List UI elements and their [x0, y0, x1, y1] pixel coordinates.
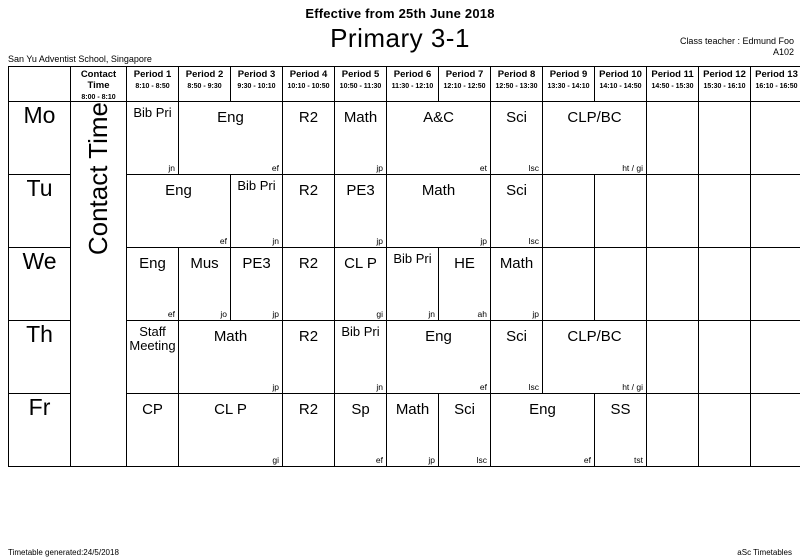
lesson-teacher: ah — [477, 309, 487, 319]
lesson-subject: CLP/BC — [567, 328, 622, 345]
lesson-subject: CL P — [344, 255, 377, 272]
lesson-teacher: jp — [480, 236, 487, 246]
lesson-cell[interactable] — [491, 102, 543, 175]
lesson-cell[interactable] — [491, 248, 543, 321]
class-teacher-block — [680, 36, 794, 59]
lesson-cell[interactable] — [283, 321, 335, 394]
lesson-cell[interactable] — [335, 321, 387, 394]
lesson-cell[interactable] — [283, 175, 335, 248]
column-time: 11:30 - 12:10 — [391, 83, 434, 90]
lesson-subject: Math — [421, 182, 456, 199]
contact-time-label: Contact Time — [83, 102, 113, 256]
lesson-subject: Sci — [454, 401, 475, 418]
day-label-th: Th — [9, 321, 71, 394]
lesson-cell[interactable] — [335, 175, 387, 248]
column-time: 8:50 - 9:30 — [187, 83, 222, 90]
day-label-mo: Mo — [9, 102, 71, 175]
contact-time-cell — [71, 102, 127, 467]
empty-slot — [543, 175, 595, 248]
lesson-teacher: et — [479, 163, 487, 173]
empty-slot — [647, 248, 699, 321]
lesson-cell[interactable] — [439, 394, 491, 467]
lesson-teacher: lsc — [528, 163, 539, 173]
effective-date: Effective from 25th June 2018 — [305, 6, 495, 21]
footer — [8, 548, 792, 557]
column-time: 15:30 - 16:10 — [703, 83, 746, 90]
class-teacher-label: Class teacher : Edmund Foo — [679, 36, 794, 46]
lesson-subject: PE3 — [242, 255, 271, 272]
column-name: Period 12 — [703, 69, 746, 80]
lesson-subject: R2 — [298, 255, 319, 272]
lesson-subject: Eng — [165, 182, 192, 199]
column-header-period-7 — [439, 67, 491, 102]
lesson-cell[interactable] — [179, 102, 283, 175]
column-name: Period 11 — [651, 69, 694, 80]
header-row — [9, 67, 800, 102]
empty-slot — [699, 321, 751, 394]
lesson-subject: Eng — [217, 109, 244, 126]
lesson-teacher: jn — [428, 309, 435, 319]
empty-slot — [647, 102, 699, 175]
lesson-cell[interactable] — [127, 175, 231, 248]
timetable-row — [9, 248, 800, 321]
empty-slot — [647, 394, 699, 467]
column-header-period-10 — [595, 67, 647, 102]
column-header-period-11 — [647, 67, 699, 102]
lesson-cell[interactable] — [283, 394, 335, 467]
column-header-period-1 — [127, 67, 179, 102]
day-label-fr: Fr — [9, 394, 71, 467]
day-label-we: We — [9, 248, 71, 321]
column-time: 8:00 - 8:10 — [81, 94, 116, 101]
lesson-subject: Math — [343, 109, 378, 126]
lesson-teacher: gi — [272, 455, 279, 465]
lesson-cell[interactable] — [491, 175, 543, 248]
timetable-row — [9, 394, 800, 467]
column-time: 10:10 - 10:50 — [287, 83, 330, 90]
column-name: Contact Time — [80, 69, 117, 91]
timetable-row — [9, 175, 800, 248]
empty-slot — [751, 248, 800, 321]
column-header-period-4 — [283, 67, 335, 102]
lesson-teacher: lsc — [476, 455, 487, 465]
column-name: Period 7 — [445, 69, 484, 80]
lesson-teacher: gi — [376, 309, 383, 319]
lesson-cell[interactable] — [283, 102, 335, 175]
empty-slot — [647, 175, 699, 248]
lesson-cell[interactable] — [387, 102, 491, 175]
lesson-teacher: jn — [168, 163, 175, 173]
column-header-contact-time — [71, 67, 127, 102]
empty-slot — [699, 394, 751, 467]
empty-slot — [595, 175, 647, 248]
lesson-cell[interactable] — [387, 394, 439, 467]
lesson-teacher: jp — [376, 236, 383, 246]
generated-label: Timetable generated:24/5/2018 — [8, 548, 119, 557]
empty-slot — [751, 175, 800, 248]
column-header-period-2 — [179, 67, 231, 102]
lesson-subject: CL P — [214, 401, 247, 418]
column-header-period-6 — [387, 67, 439, 102]
lesson-teacher: jn — [376, 382, 383, 392]
timetable-row — [9, 321, 800, 394]
column-name: Period 9 — [549, 69, 588, 80]
lesson-subject: Bib Pri — [237, 178, 276, 193]
lesson-subject: Sp — [351, 401, 370, 418]
lesson-subject: R2 — [298, 182, 319, 199]
lesson-cell[interactable] — [179, 248, 231, 321]
lesson-subject: Sci — [506, 109, 527, 126]
lesson-teacher: ef — [583, 455, 591, 465]
column-name: Period 10 — [599, 69, 642, 80]
column-name: Period 8 — [497, 69, 536, 80]
lesson-subject: CP — [142, 401, 163, 418]
column-time: 16:10 - 16:50 — [755, 83, 798, 90]
empty-slot — [751, 394, 800, 467]
lesson-cell[interactable] — [231, 175, 283, 248]
column-name: Period 4 — [289, 69, 328, 80]
lesson-cell[interactable] — [127, 248, 179, 321]
lesson-cell[interactable] — [387, 175, 491, 248]
lesson-cell[interactable] — [335, 394, 387, 467]
timetable-grid — [8, 66, 800, 467]
lesson-subject: Mus — [190, 255, 219, 272]
column-name: Period 1 — [133, 69, 172, 80]
column-name: Period 5 — [341, 69, 380, 80]
empty-slot — [751, 321, 800, 394]
timetable-row — [9, 102, 800, 175]
lesson-teacher: ef — [271, 163, 279, 173]
lesson-cell[interactable] — [387, 321, 491, 394]
column-time: 14:10 - 14:50 — [599, 83, 642, 90]
column-header-period-3 — [231, 67, 283, 102]
column-time: 10:50 - 11:30 — [339, 83, 382, 90]
empty-slot — [699, 102, 751, 175]
lesson-subject: Math — [213, 328, 248, 345]
lesson-subject: Math — [499, 255, 534, 272]
empty-slot — [751, 102, 800, 175]
lesson-teacher: jp — [272, 309, 279, 319]
lesson-cell[interactable] — [179, 321, 283, 394]
column-time: 14:50 - 15:30 — [651, 83, 694, 90]
lesson-cell[interactable] — [179, 394, 283, 467]
lesson-subject: Bib Pri — [341, 324, 380, 339]
lesson-subject: SS — [610, 401, 631, 418]
column-name: Period 13 — [755, 69, 798, 80]
column-time: 8:10 - 8:50 — [135, 83, 170, 90]
lesson-cell[interactable] — [543, 321, 647, 394]
lesson-cell[interactable] — [491, 321, 543, 394]
empty-slot — [699, 248, 751, 321]
lesson-subject: Sci — [506, 328, 527, 345]
lesson-subject: CLP/BC — [567, 109, 622, 126]
column-time: 13:30 - 14:10 — [547, 83, 590, 90]
lesson-teacher: jp — [428, 455, 435, 465]
lesson-subject: Eng — [529, 401, 556, 418]
school-name: San Yu Adventist School, Singapore — [8, 54, 152, 64]
lesson-subject: R2 — [298, 328, 319, 345]
empty-slot — [595, 248, 647, 321]
lesson-cell[interactable] — [127, 394, 179, 467]
column-time: 9:30 - 10:10 — [237, 83, 276, 90]
lesson-teacher: jp — [272, 382, 279, 392]
lesson-cell[interactable] — [283, 248, 335, 321]
lesson-subject: HE — [454, 255, 475, 272]
column-time: 12:10 - 12:50 — [443, 83, 486, 90]
lesson-teacher: lsc — [528, 236, 539, 246]
column-header-period-9 — [543, 67, 595, 102]
day-label-tu: Tu — [9, 175, 71, 248]
lesson-teacher: jp — [376, 163, 383, 173]
lesson-teacher: lsc — [528, 382, 539, 392]
empty-slot — [699, 175, 751, 248]
lesson-teacher: jp — [532, 309, 539, 319]
lesson-teacher: ht / gi — [622, 382, 643, 392]
lesson-cell[interactable] — [127, 102, 179, 175]
lesson-cell[interactable] — [231, 248, 283, 321]
lesson-cell[interactable] — [595, 394, 647, 467]
lesson-subject: A&C — [423, 109, 454, 126]
lesson-subject: Bib Pri — [133, 105, 172, 120]
column-name: Period 2 — [185, 69, 224, 80]
empty-slot — [647, 321, 699, 394]
lesson-teacher: ef — [479, 382, 487, 392]
lesson-cell[interactable] — [387, 248, 439, 321]
column-header-period-5 — [335, 67, 387, 102]
column-time: 12:50 - 13:30 — [495, 83, 538, 90]
lesson-teacher: ef — [219, 236, 227, 246]
lesson-subject: R2 — [298, 109, 319, 126]
column-header-period-13 — [751, 67, 800, 102]
software-label: aSc Timetables — [737, 548, 792, 557]
lesson-cell[interactable] — [335, 102, 387, 175]
lesson-cell[interactable] — [491, 394, 595, 467]
timetable-body — [9, 102, 800, 467]
lesson-subject: Eng — [139, 255, 166, 272]
lesson-teacher: ht / gi — [622, 163, 643, 173]
lesson-subject: Bib Pri — [393, 251, 432, 266]
lesson-subject: Math — [395, 401, 430, 418]
room-label: A102 — [772, 47, 794, 58]
lesson-subject: R2 — [298, 401, 319, 418]
column-name: Period 6 — [393, 69, 432, 80]
lesson-subject: Eng — [425, 328, 452, 345]
column-name: Period 3 — [237, 69, 276, 80]
corner-cell — [9, 67, 71, 102]
lesson-subject: Staff Meeting — [129, 324, 176, 353]
column-header-period-8 — [491, 67, 543, 102]
lesson-teacher: jo — [220, 309, 227, 319]
lesson-cell[interactable] — [439, 248, 491, 321]
lesson-teacher: jn — [272, 236, 279, 246]
lesson-subject: Sci — [506, 182, 527, 199]
empty-slot — [543, 248, 595, 321]
lesson-teacher: ef — [375, 455, 383, 465]
lesson-cell[interactable] — [543, 102, 647, 175]
lesson-teacher: tst — [634, 455, 643, 465]
page-title: Primary 3-1 — [330, 23, 470, 53]
lesson-teacher: ef — [167, 309, 175, 319]
lesson-cell[interactable] — [335, 248, 387, 321]
column-header-period-12 — [699, 67, 751, 102]
lesson-subject: PE3 — [346, 182, 375, 199]
lesson-cell[interactable] — [127, 321, 179, 394]
